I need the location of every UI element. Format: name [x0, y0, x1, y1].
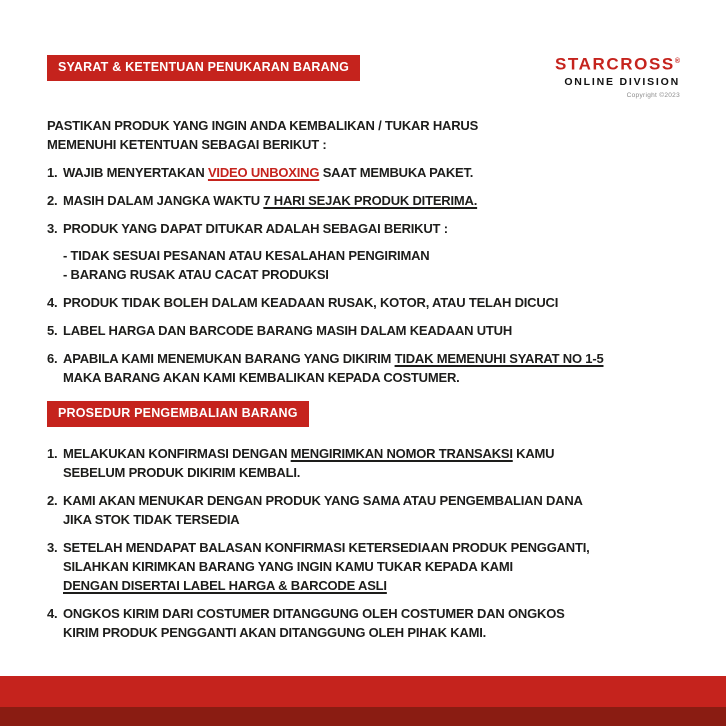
term-item-3: [47, 219, 680, 284]
item-text: SETELAH MENDAPAT BALASAN KONFIRMASI KETERSEDIAAN PRODUK PENGGANTI,: [63, 539, 590, 555]
registered-mark-icon: ®: [674, 58, 680, 65]
section2-header: [47, 401, 680, 427]
item-text-line2: KIRIM PRODUK PENGGANTI AKAN DITANGGUNG OLEH PIHAK KAMI.: [63, 624, 487, 640]
brand-copyright: Copyright ©2023: [626, 91, 680, 99]
item-number: 3.: [47, 539, 58, 555]
term-item-6: [47, 349, 680, 387]
term-item-1: [47, 163, 680, 182]
sub-item-1: - TIDAK SESUAI PESANAN ATAU KESALAHAN PENGIRIMAN: [63, 247, 430, 263]
item-number: 2.: [47, 192, 58, 208]
underlined-text: MENGIRIMKAN NOMOR TRANSAKSI: [290, 445, 513, 461]
brand-division: ONLINE DIVISION: [564, 75, 680, 88]
term-item-4: [47, 293, 680, 312]
intro-line-1: PASTIKAN PRODUK YANG INGIN ANDA KEMBALIKAN / TUKAR HARUS: [47, 117, 479, 133]
item-number: 3.: [47, 220, 58, 236]
footer: [0, 676, 726, 726]
brand-logo: [555, 53, 680, 74]
footer-red-bar: [0, 676, 726, 707]
terms-list: [47, 163, 680, 387]
item-text: KAMI AKAN MENUKAR DENGAN PRODUK YANG SAMA ATAU PENGEMBALIAN DANA: [63, 492, 583, 508]
procedure-item-1: [47, 444, 680, 482]
item-text: MELAKUKAN KONFIRMASI DENGAN: [63, 445, 291, 461]
item-text: WAJIB MENYERTAKAN: [63, 164, 208, 180]
item-text: LABEL HARGA DAN BARCODE BARANG MASIH DALAM KEADAAN UTUH: [63, 322, 513, 338]
underlined-text: DENGAN DISERTAI LABEL HARGA & BARCODE ASLI: [63, 577, 387, 593]
item-number: 1.: [47, 164, 58, 180]
item-text: ONGKOS KIRIM DARI COSTUMER DITANGGUNG OLEH COSTUMER DAN ONGKOS: [63, 605, 565, 621]
item-number: 1.: [47, 445, 58, 461]
underlined-text: 7 HARI SEJAK PRODUK DITERIMA.: [263, 192, 478, 208]
procedure-item-3: [47, 538, 680, 595]
brand-block: [555, 53, 680, 99]
item-text: PRODUK TIDAK BOLEH DALAM KEADAAN RUSAK, KOTOR, ATAU TELAH DICUCI: [63, 294, 559, 310]
item-number: 6.: [47, 350, 58, 366]
item-text-line2: JIKA STOK TIDAK TERSEDIA: [63, 511, 240, 527]
item-text-line2: MAKA BARANG AKAN KAMI KEMBALIKAN KEPADA COSTUMER.: [63, 369, 460, 385]
term-item-2: [47, 191, 680, 210]
sub-item-2: - BARANG RUSAK ATAU CACAT PRODUKSI: [63, 266, 329, 282]
video-unboxing-highlight: VIDEO UNBOXING: [207, 164, 320, 180]
item-text: KAMU: [512, 445, 555, 461]
item-text: MASIH DALAM JANGKA WAKTU: [63, 192, 264, 208]
item-number: 4.: [47, 294, 58, 310]
underlined-text: TIDAK MEMENUHI SYARAT NO 1-5: [394, 350, 604, 366]
item-text: APABILA KAMI MENEMUKAN BARANG YANG DIKIRIM: [63, 350, 395, 366]
item-number: 5.: [47, 322, 58, 338]
item-number: 4.: [47, 605, 58, 621]
intro-paragraph: [47, 116, 680, 154]
brand-name-text: STARCROSS: [554, 54, 675, 74]
item-number: 2.: [47, 492, 58, 508]
section1-badge: SYARAT & KETENTUAN PENUKARAN BARANG: [47, 55, 360, 81]
intro-line-2: MEMENUHI KETENTUAN SEBAGAI BERIKUT :: [47, 136, 327, 152]
procedure-item-4: [47, 604, 680, 642]
term-item-5: [47, 321, 680, 340]
procedure-list: [47, 444, 680, 642]
item-text-line2: SILAHKAN KIRIMKAN BARANG YANG INGIN KAMU TUKAR KEPADA KAMI: [63, 558, 513, 574]
item-text: SAAT MEMBUKA PAKET.: [319, 164, 474, 180]
procedure-item-2: [47, 491, 680, 529]
item-text-line2: SEBELUM PRODUK DIKIRIM KEMBALI.: [63, 464, 301, 480]
item-text: PRODUK YANG DAPAT DITUKAR ADALAH SEBAGAI BERIKUT :: [63, 220, 448, 236]
section2-badge: PROSEDUR PENGEMBALIAN BARANG: [47, 401, 309, 427]
header: [47, 55, 680, 99]
footer-dark-bar: [0, 707, 726, 726]
